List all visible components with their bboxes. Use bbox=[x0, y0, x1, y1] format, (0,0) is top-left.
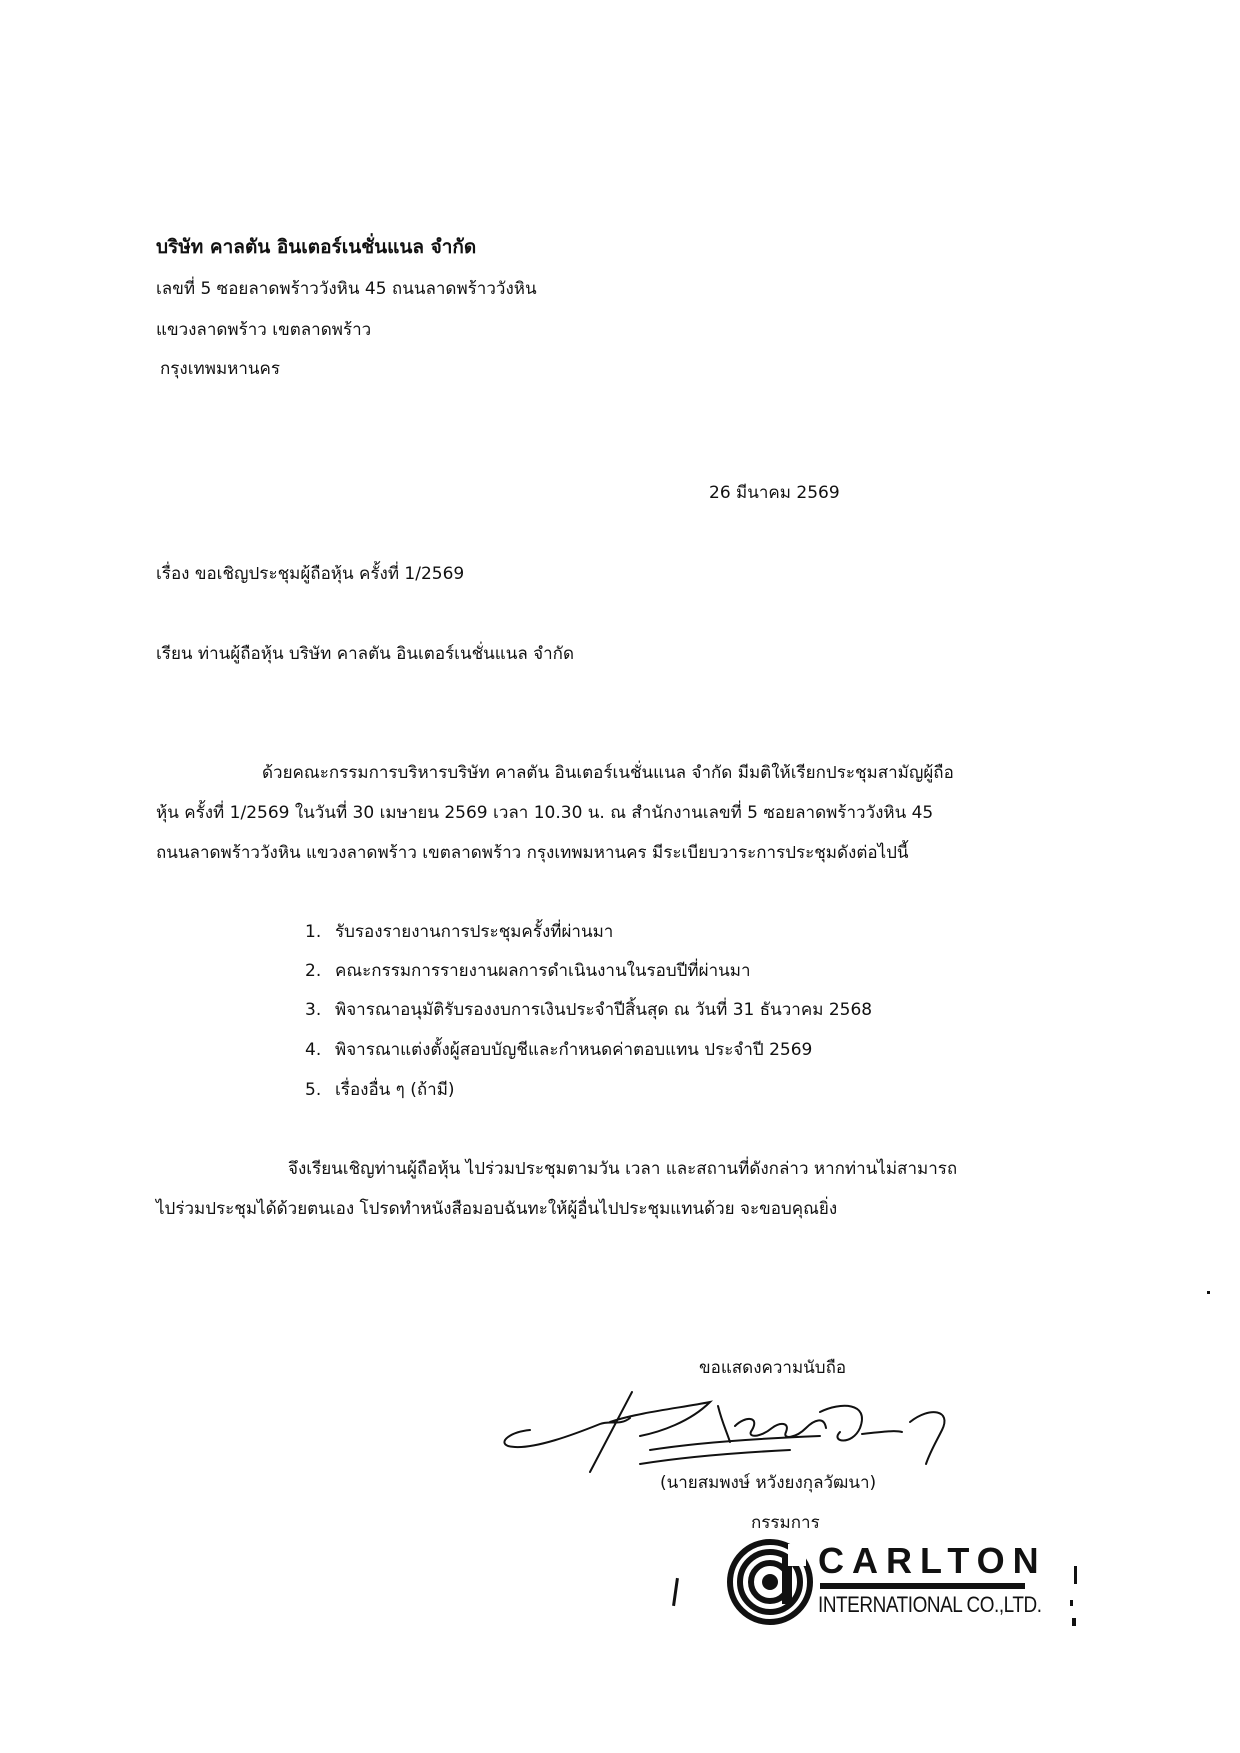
body-para1-line3: ถนนลาดพร้าววังหิน แขวงลาดพร้าว เขตลาดพร้าว กรุงเทพมหานคร มีระเบียบวาระการประชุมดังต่อไปนี้ bbox=[156, 843, 909, 863]
signatory-name: (นายสมพงษ์ หวังยงกุลวัฒนา) bbox=[660, 1473, 877, 1493]
agenda-text: พิจารณาแต่งตั้งผู้สอบบัญชีและกำหนดค่าตอบแทน ประจำปี 2569 bbox=[335, 1040, 813, 1060]
sender-address-line3: กรุงเทพมหานคร bbox=[160, 359, 281, 379]
edge-dot bbox=[1207, 1291, 1210, 1294]
agenda-item-3 bbox=[305, 996, 872, 1023]
sender-address-line2: แขวงลาดพร้าว เขตลาดพร้าว bbox=[156, 320, 372, 340]
body-para1-line2: หุ้น ครั้งที่ 1/2569 ในวันที่ 30 เมษายน 2569 เวลา 10.30 น. ณ สำนักงานเลขที่ 5 ซอยลาดพร้าววังหิน 45 bbox=[156, 803, 934, 823]
agenda-number: 4. bbox=[305, 1040, 322, 1060]
body-para2-line2: ไปร่วมประชุมได้ด้วยตนเอง โปรดทำหนังสือมอบฉันทะให้ผู้อื่นไปประชุมแทนด้วย จะขอบคุณยิ่ง bbox=[156, 1199, 838, 1219]
ink-mark bbox=[672, 1578, 679, 1606]
letter-recipient: เรียน ท่านผู้ถือหุ้น บริษัท คาลตัน อินเตอร์เนชั่นแนล จำกัด bbox=[156, 644, 574, 664]
agenda-item-1 bbox=[305, 918, 613, 945]
signatory-title: กรรมการ bbox=[751, 1513, 820, 1533]
agenda-item-5 bbox=[305, 1076, 455, 1103]
closing-text: ขอแสดงความนับถือ bbox=[699, 1358, 847, 1378]
edge-mark bbox=[1070, 1600, 1073, 1606]
agenda-number: 2. bbox=[305, 961, 322, 981]
letter-subject: เรื่อง ขอเชิญประชุมผู้ถือหุ้น ครั้งที่ 1/2569 bbox=[156, 564, 465, 584]
handwritten-signature bbox=[490, 1372, 970, 1482]
carlton-logo-icon bbox=[726, 1538, 814, 1626]
agenda-item-4 bbox=[305, 1036, 812, 1063]
agenda-text: เรื่องอื่น ๆ (ถ้ามี) bbox=[335, 1080, 455, 1100]
agenda-number: 1. bbox=[305, 922, 322, 942]
edge-mark bbox=[1074, 1566, 1077, 1584]
agenda-number: 3. bbox=[305, 1000, 322, 1020]
agenda-number: 5. bbox=[305, 1080, 322, 1100]
logo-company-name: CARLTON bbox=[818, 1540, 1047, 1581]
agenda-text: พิจารณาอนุมัติรับรองงบการเงินประจำปีสิ้นสุด ณ วันที่ 31 ธันวาคม 2568 bbox=[335, 1000, 873, 1020]
body-para2-line1: จึงเรียนเชิญท่านผู้ถือหุ้น ไปร่วมประชุมตามวัน เวลา และสถานที่ดังกล่าว หากท่านไม่สามารถ bbox=[288, 1159, 958, 1179]
logo-company-suffix: INTERNATIONAL CO.,LTD. bbox=[818, 1592, 1042, 1617]
logo-divider-bar bbox=[820, 1583, 1025, 1589]
letter-date: 26 มีนาคม 2569 bbox=[709, 483, 840, 503]
body-para1-line1: ด้วยคณะกรรมการบริหารบริษัท คาลตัน อินเตอร์เนชั่นแนล จำกัด มีมติให้เรียกประชุมสามัญผู้ถือ bbox=[262, 763, 954, 783]
agenda-text: รับรองรายงานการประชุมครั้งที่ผ่านมา bbox=[335, 922, 614, 942]
sender-company: บริษัท คาลตัน อินเตอร์เนชั่นแนล จำกัด bbox=[156, 236, 477, 258]
sender-address-line1: เลขที่ 5 ซอยลาดพร้าววังหิน 45 ถนนลาดพร้าววังหิน bbox=[156, 279, 537, 299]
agenda-item-2 bbox=[305, 957, 751, 984]
agenda-text: คณะกรรมการรายงานผลการดำเนินงานในรอบปีที่ผ่านมา bbox=[335, 961, 751, 981]
edge-mark bbox=[1072, 1618, 1076, 1626]
